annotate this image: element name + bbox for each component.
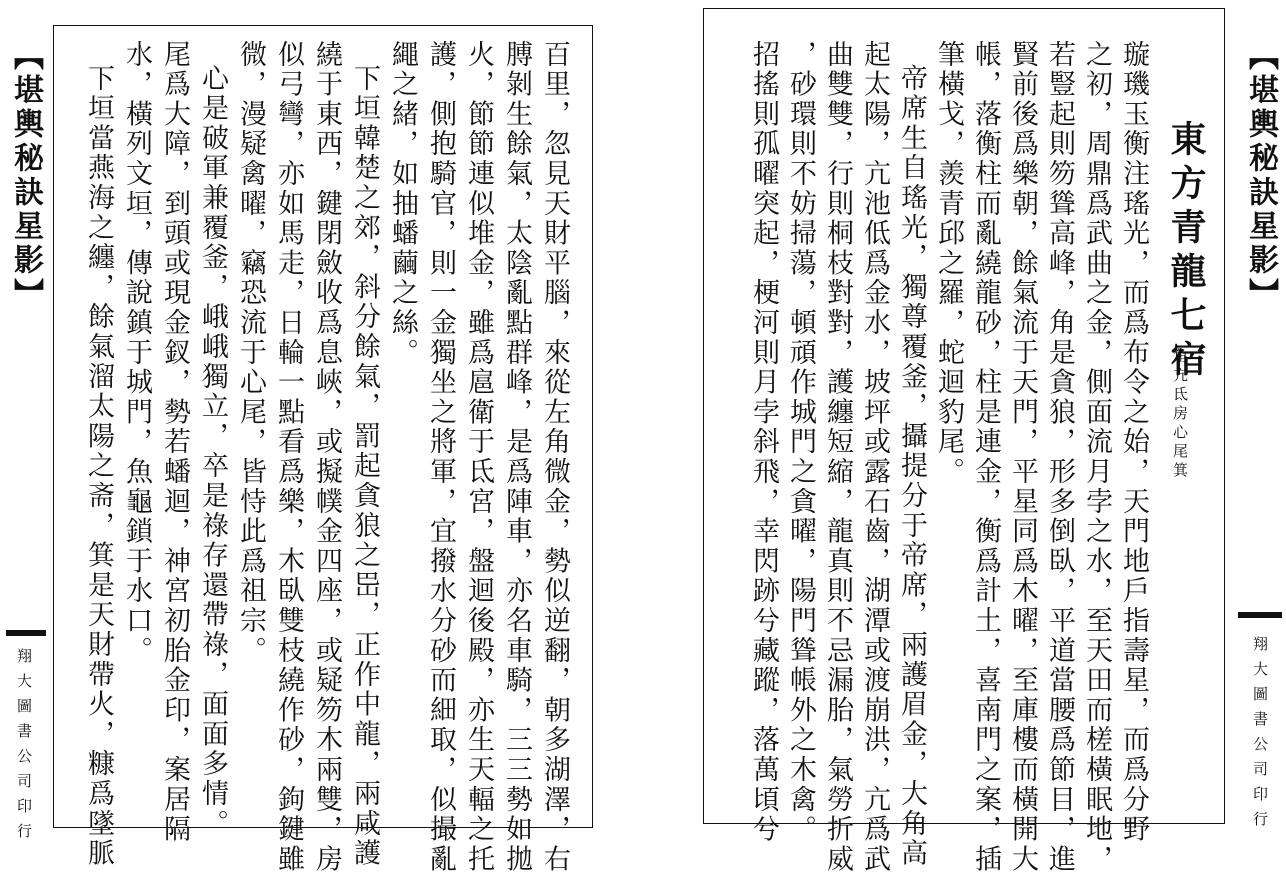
left-text-column: 尾爲大障，到頭或現金釵，勢若蟠迴，神宮初胎金印，案居隔 — [159, 40, 190, 845]
left-text-column: 心是破軍兼覆釜，峨峨獨立，卒是祿存還帶祿，面面多情。 — [197, 64, 228, 839]
left-text-column: 膊剝生餘氣，太陰亂點群峰，是爲陣車，亦名車騎，三三勢如拋 — [501, 40, 532, 874]
left-side-title: 【堪輿秘訣星影】 — [8, 40, 43, 312]
right-text-column: 之初，周鼎爲武曲之金，側面流月孛之水，至天田而槎橫眠地， — [1081, 40, 1112, 874]
right-text-column: 起太陽，亢池低爲金水，坡坪或露石齒，湖潭或渡崩洪，亢爲武 — [859, 40, 890, 874]
right-text-column: 帝席生自瑤光，獨尊覆釜，攝提分于帝席，兩護眉金，大角高 — [896, 64, 927, 869]
left-text-column: 繩之緒，如抽蟠繭之絲。 — [387, 40, 418, 368]
left-publisher-imprint: 翔大圖書公司印行 — [15, 648, 33, 848]
right-text-column: 筆橫戈，羨青邱之羅，蛇迴豹尾。 — [933, 40, 964, 487]
right-text-column: ，砂環則不妨掃蕩，頓頑作城門之貪曜，陽門聳帳外之木禽。 — [785, 40, 816, 845]
right-text-column: 賢前後爲樂朝，餘氣流于天門，平星同爲木曜，至庫樓而橫開大 — [1007, 40, 1038, 874]
left-text-column: 護，側抱騎官，則一金獨坐之將軍，宜撥水分砂而細取，似撮亂 — [425, 40, 456, 874]
left-text-column: 下垣韓楚之郊，斜分餘氣，罰起貪狼之岊，正作中龍，兩咸護 — [349, 64, 380, 869]
right-text-column: 若豎起則笏聳高峰，角是貪狼，形多倒臥，平道當腰爲節目，進 — [1044, 40, 1075, 874]
left-text-column: 微，漫疑禽曜，竊恐流于心尾，皆恃此爲祖宗。 — [235, 40, 266, 666]
chapter-subtitle: 角亢氐房心尾箕 — [1171, 348, 1189, 481]
left-text-column: 似弓彎，亦如馬走，日輪一點看爲樂，木臥雙枝繞作砂，鉤鍵雖 — [273, 40, 304, 874]
left-text-column: 繞于東西，鍵閉斂收爲息峽，或擬幞金四座，或疑笏木兩雙，房 — [311, 40, 342, 874]
right-publisher-imprint: 翔大圖書公司印行 — [1251, 636, 1269, 836]
left-text-column: 百里，忽見天財平腦，來從左角微金，勢似逆翻，朝多湖澤，右 — [539, 40, 570, 874]
left-side-rule — [6, 630, 46, 636]
right-text-column: 帳，落衡柱而亂繞龍砂，柱是連金，衡爲計土，喜南門之案，插 — [970, 40, 1001, 874]
left-text-column: 火，節節連似堆金，雖爲扈衛于氐宮，盤迴後殿，亦生天輻之托 — [463, 40, 494, 874]
right-side-title: 【堪輿秘訣星影】 — [1243, 40, 1278, 312]
page-gutter — [597, 0, 693, 847]
left-text-column: 下垣當燕海之纏，餘氣溜太陽之斋，箕是天財帶火，糠爲墜脈 — [83, 64, 114, 869]
right-side-rule — [1238, 612, 1282, 618]
right-text-column: 璇璣玉衡注瑤光，而爲布令之始，天門地戶指壽星，而爲分野 — [1118, 40, 1149, 845]
right-text-column: 招搖則孤曜突起，梗河則月孛斜飛，幸閃跡兮藏蹤，落萬頃兮 — [748, 40, 779, 845]
left-text-column: 水，橫列文垣，傳說鎮于城門，魚龜鎖于水口。 — [121, 40, 152, 666]
chapter-title: 東方青龍七宿 — [1165, 120, 1206, 384]
right-text-column: 曲雙雙，行則桐枝對對，護纏短縮，龍真則不忌漏胎，氣勞折威 — [822, 40, 853, 874]
